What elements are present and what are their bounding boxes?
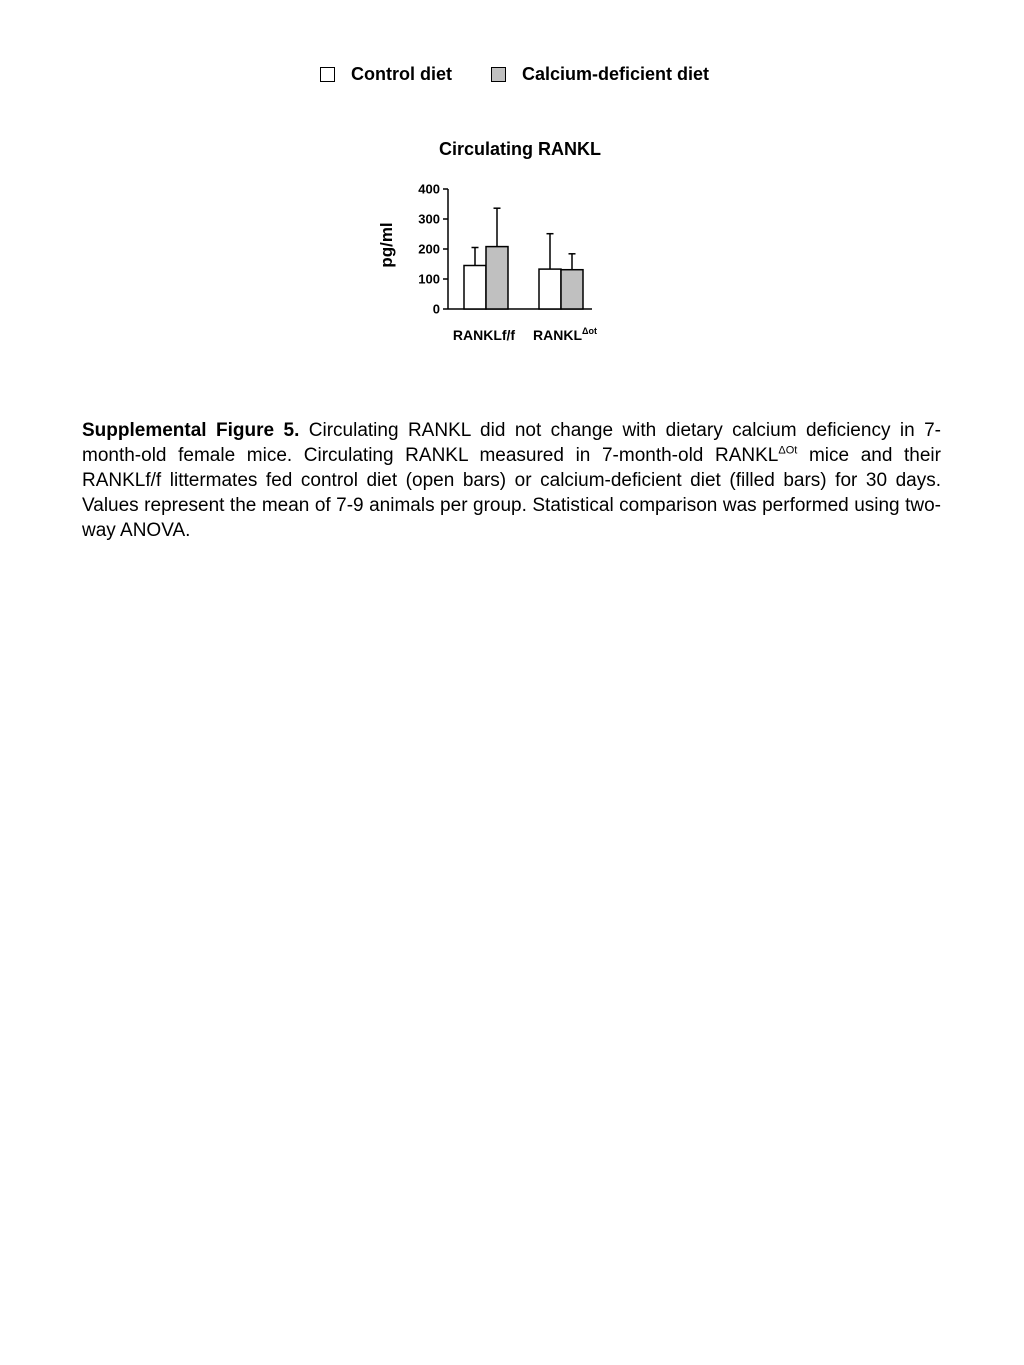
bar [486, 247, 508, 309]
bar [561, 270, 583, 309]
y-tick-label: 0 [432, 301, 440, 317]
bar-chart [0, 0, 1024, 380]
y-tick-label: 400 [418, 181, 440, 197]
bar [464, 266, 486, 310]
legend-label-calcium: Calcium-deficient diet [522, 64, 710, 84]
x-tick-label: RANKLf/f [452, 327, 516, 343]
figure-caption [82, 418, 941, 543]
y-tick-label: 100 [418, 271, 440, 287]
y-tick-label: 200 [418, 241, 440, 257]
x-tick-label: $RANKL^{\Delta ot}$ [533, 326, 597, 343]
legend-label-control: Control diet [351, 64, 452, 84]
y-tick-label: 300 [418, 211, 440, 227]
caption-text-2: mice and their RANKLf/f littermates fed control diet (open bars) or calcium-deficient diet (filled bars) for 30 days. Values represent the mean of 7-9 animals per group. Statistical comparison was performed using two-way ANOVA. [82, 445, 941, 541]
chart-title: Circulating RANKL [439, 139, 601, 159]
y-axis-label: pg/ml [377, 222, 396, 268]
caption-text-1: Circulating RANKL did not change with dietary calcium deficiency in 7-month-old female mice. Circulating RANKL measured in 7-month-old RANKL [82, 420, 941, 466]
caption-superscript: ΔOt [778, 444, 798, 457]
caption-label: Supplemental Figure 5. [82, 420, 300, 441]
bar [539, 269, 561, 309]
